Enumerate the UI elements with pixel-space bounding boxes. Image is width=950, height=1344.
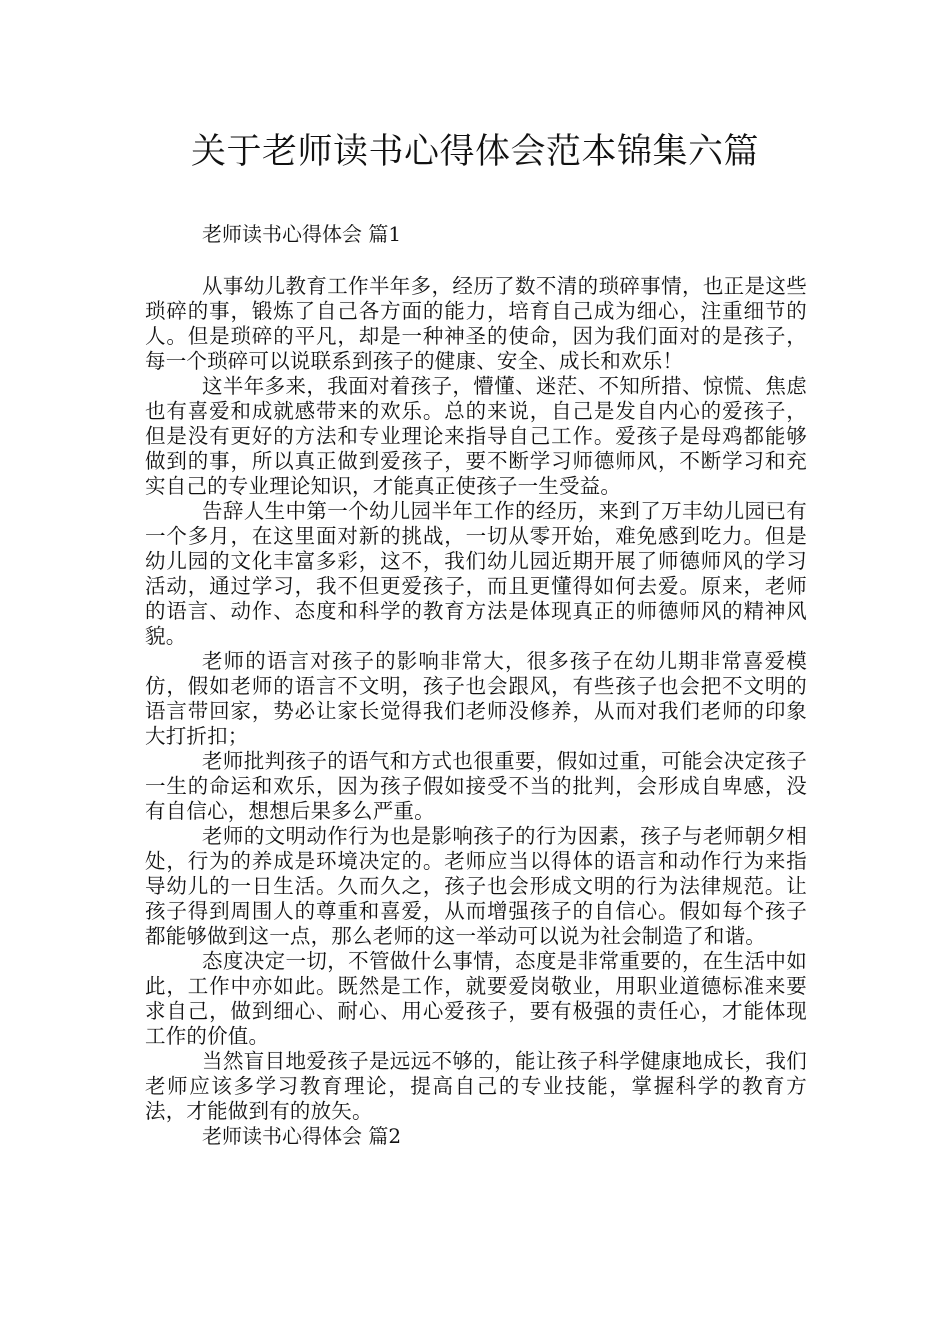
paragraph-3: 告辞人生中第一个幼儿园半年工作的经历，来到了万丰幼儿园已有一个多月，在这里面对新的挑战，一切从零开始，难免感到吃力。但是幼儿园的文化丰富多彩，这不，我们幼儿园近期开展了师德师风的学习活动，通过学习，我不但更爱孩子，而且更懂得如何去爱。原来，老师的语言、动作、态度和科学的教育方法是体现真正的师德师风的精神风貌。 (145, 499, 807, 648)
paragraph-7: 态度决定一切，不管做什么事情，态度是非常重要的，在生活中如此，工作中亦如此。既然是工作，就要爱岗敬业，用职业道德标准来要求自己，做到细心、耐心、用心爱孩子，要有极强的责任心，才能体现工作的价值。 (145, 949, 807, 1048)
section-heading-1: 老师读书心得体会 篇1 (202, 222, 402, 246)
paragraph-2: 这半年多来，我面对着孩子，懵懂、迷茫、不知所措、惊慌、焦虑也有喜爱和成就感带来的欢乐。总的来说，自己是发自内心的爱孩子，但是没有更好的方法和专业理论来指导自己工作。爱孩子是母鸡都能够做到的事，所以真正做到爱孩子，要不断学习师德师风，不断学习和充实自己的专业理论知识，才能真正使孩子一生受益。 (145, 374, 807, 498)
paragraph-4: 老师的语言对孩子的影响非常大，很多孩子在幼儿期非常喜爱模仿，假如老师的语言不文明，孩子也会跟风，有些孩子也会把不文明的语言带回家，势必让家长觉得我们老师没修养，从而对我们老师的印象大打折扣； (145, 649, 807, 748)
paragraph-1: 从事幼儿教育工作半年多，经历了数不清的琐碎事情，也正是这些琐碎的事，锻炼了自己各方面的能力，培育自己成为细心，注重细节的人。但是琐碎的平凡，却是一种神圣的使命，因为我们面对的是孩子，每一个琐碎可以说联系到孩子的健康、安全、成长和欢乐！ (145, 274, 807, 373)
paragraph-5: 老师批判孩子的语气和方式也很重要，假如过重，可能会决定孩子一生的命运和欢乐，因为孩子假如接受不当的批判，会形成自卑感，没有自信心，想想后果多么严重。 (145, 749, 807, 823)
document-body (145, 222, 807, 1149)
document-title: 关于老师读书心得体会范本锦集六篇 (190, 132, 759, 172)
paragraph-6: 老师的文明动作行为也是影响孩子的行为因素，孩子与老师朝夕相处，行为的养成是环境决定的。老师应当以得体的语言和动作行为来指导幼儿的一日生活。久而久之，孩子也会形成文明的行为法律规范。让孩子得到周围人的尊重和喜爱，从而增强孩子的自信心。假如每个孩子都能够做到这一点，那么老师的这一举动可以说为社会制造了和谐。 (145, 824, 807, 948)
paragraph-8: 当然盲目地爱孩子是远远不够的，能让孩子科学健康地成长，我们老师应该多学习教育理论，提高自己的专业技能，掌握科学的教育方法，才能做到有的放矢。 (145, 1049, 807, 1123)
section-heading-2: 老师读书心得体会 篇2 (202, 1124, 402, 1148)
